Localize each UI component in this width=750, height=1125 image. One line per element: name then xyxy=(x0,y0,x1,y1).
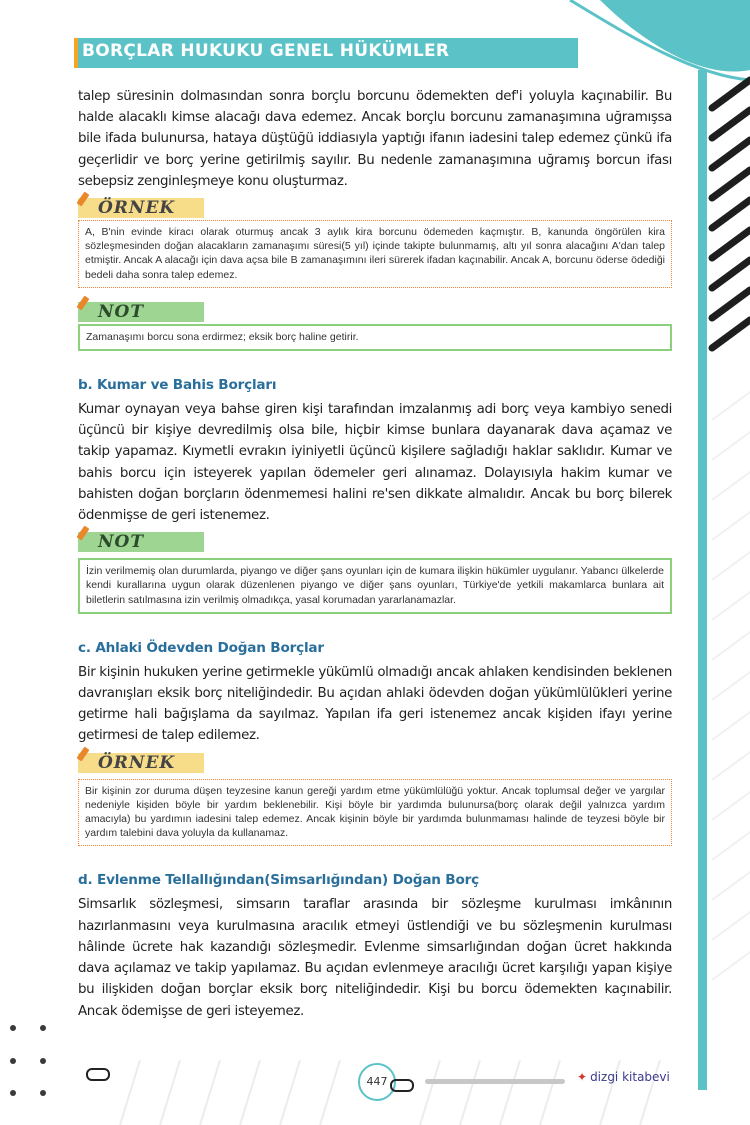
note-tag xyxy=(78,532,204,552)
note-tag-label: NOT xyxy=(98,532,144,553)
section-paragraph-c: Bir kişinin hukuken yerine getirmekle yükümlü olmadığı ancak ahlaken kendisinden beklenen davranışları eksik borç niteliğindedir. Bu açıdan ahlaki ödevden doğan yükümlülükleri yerine getirme hali bağışlama da sayılmaz. Yapılan ifa geri istenemez ancak kişiden ifayı yerine getirmesi de talep edilemez. xyxy=(78,664,672,744)
section-heading-d: d. Evlenme Tellallığından(Simsarlığından) Doğan Borç xyxy=(78,872,479,889)
note-tag-label: NOT xyxy=(98,301,144,322)
section-heading-c: c. Ahlaki Ödevden Doğan Borçlar xyxy=(78,639,324,656)
section-paragraph-b: Kumar oynayan veya bahse giren kişi tarafından imzalanmış adi borç veya kambiyo senedi üçüncü bir kişiye devredilmiş olsa bile, hiçbir kimse bunlara dayanarak dava açamaz ve takip yapamaz. Kıymetli evrakın iyiniyetli üçüncü kişilere sağladığı haklar saklıdır. Kumar ve bahis borcu için isteyerek yapılan ödemeler geri alınamaz. Dolayısıyla hakim kumar ve bahisten doğan borçların ödenmemesi halini re'sen dikkate almalıdır. Ancak bu borç bilerek ödenmişse de geri istenemez. xyxy=(78,402,672,524)
decor-dot xyxy=(10,1058,16,1064)
decor-dot xyxy=(10,1090,16,1096)
example-tag xyxy=(78,753,204,773)
example-box: Bir kişinin zor duruma düşen teyzesine kanun gereği yardım etme yükümlülüğü yoktur. Ancak toplumsal değer ve yargılar nedeniyle kişiden böyle bir yardım beklenebilir. Kişi böyle bir yardımda bulunursa(borç olarak değil yalnızca yardım amacıyla) bu yardımın iadesini talep edemez. Ancak kişinin böyle bir yardımda bulunmaması halinde de teyzesi böyle bir yardım talebini dava yoluyla da kullanamaz. xyxy=(78,779,672,847)
footer-line xyxy=(425,1079,565,1084)
decor-dot xyxy=(40,1090,46,1096)
decor-dot xyxy=(10,1025,16,1031)
decor-pill xyxy=(390,1079,414,1092)
section-paragraph-d: Simsarlık sözleşmesi, simsarın taraflar arasında bir sözleşme kurulması imkânının hazırlanmasını veya kurulmasına aracılık etmeyi üstlendiği ve bu sözleşmenin kurulması hâlinde ücrete hak kazandığı sözleşmedir. Evlenme simsarlığından doğan ücret hakkında dava açılamaz ve takip yapılamaz. Bu açıdan evlenmeye aracılığı ücret karşılığı yapan kişiye bu ilişkiden doğan borçlar eksik borç niteliğindedir. Kişi bu borcu ödemekten kaçınabilir. Ancak ödemişse de geri isteyemez. xyxy=(78,897,672,1019)
note-box: Zamanaşımı borcu sona erdirmez; eksik borç haline getirir. xyxy=(78,324,672,351)
note-box: İzin verilmemiş olan durumlarda, piyango ve diğer şans oyunları için de kumara ilişkin hükümler uygulanır. Yabancı ülkelerde kendi kurallarına uygun olarak düzenlenen piyango ve diğer şans oyunları, Türkiye'de yetkili makamlarca bunlara ait biletlerin satılmasına izin verilmiş olmadıkça, yasal korumadan yararlanamazlar. xyxy=(78,558,672,614)
decor-pill xyxy=(86,1068,110,1081)
note-tag xyxy=(78,302,204,322)
intro-paragraph: talep süresinin dolmasından sonra borçlu borcunu ödemekten def'i yoluyla kaçınabilir. Bu halde alacaklı kimse alacağı dava edemez. Ancak borçlu borcunu zamanaşımına uğramışsa bile ifada bulunursa, hataya düştüğü iddiasıyla yaptığı ifanın iadesini talep edemez çünkü ifa geçerlidir ve borç yerine getirilmiş sayılır. Bu nedenle zamanaşımına uğramış borcun ifası sebepsiz zenginleşmeye konu oluşturmaz. xyxy=(78,89,672,189)
decor-dot xyxy=(40,1025,46,1031)
publisher-logo-icon: ✦ xyxy=(577,1070,588,1084)
example-tag-label: ÖRNEK xyxy=(98,752,176,773)
example-tag xyxy=(78,198,204,218)
publisher-brand xyxy=(577,1070,670,1084)
publisher-name: dizgi kitabevi xyxy=(590,1070,670,1084)
section-heading-b: b. Kumar ve Bahis Borçları xyxy=(78,377,277,394)
page-number: 447 xyxy=(358,1063,396,1101)
page-content xyxy=(78,86,672,1022)
example-box: A, B'nin evinde kiracı olarak oturmuş ancak 3 aylık kira borcunu ödemeden kaçmıştır. B, kanunda öngörülen kira sözleşmesinden doğan alacakların zamanaşımı süresi(5 yıl) içinde takipte bulunmamış, altı yıl sonra alacağını A'dan talep etmiştir. Ancak A alacağı için dava açsa bile B zamanaşımını ileri sürerek ifadan kaçınabilir. Ancak A, borcunu öderse ödediği bedeli daha sonra talep edemez. xyxy=(78,220,672,288)
decor-dot xyxy=(40,1058,46,1064)
example-tag-label: ÖRNEK xyxy=(98,198,176,219)
page-title: BORÇLAR HUKUKU GENEL HÜKÜMLER xyxy=(82,41,450,61)
